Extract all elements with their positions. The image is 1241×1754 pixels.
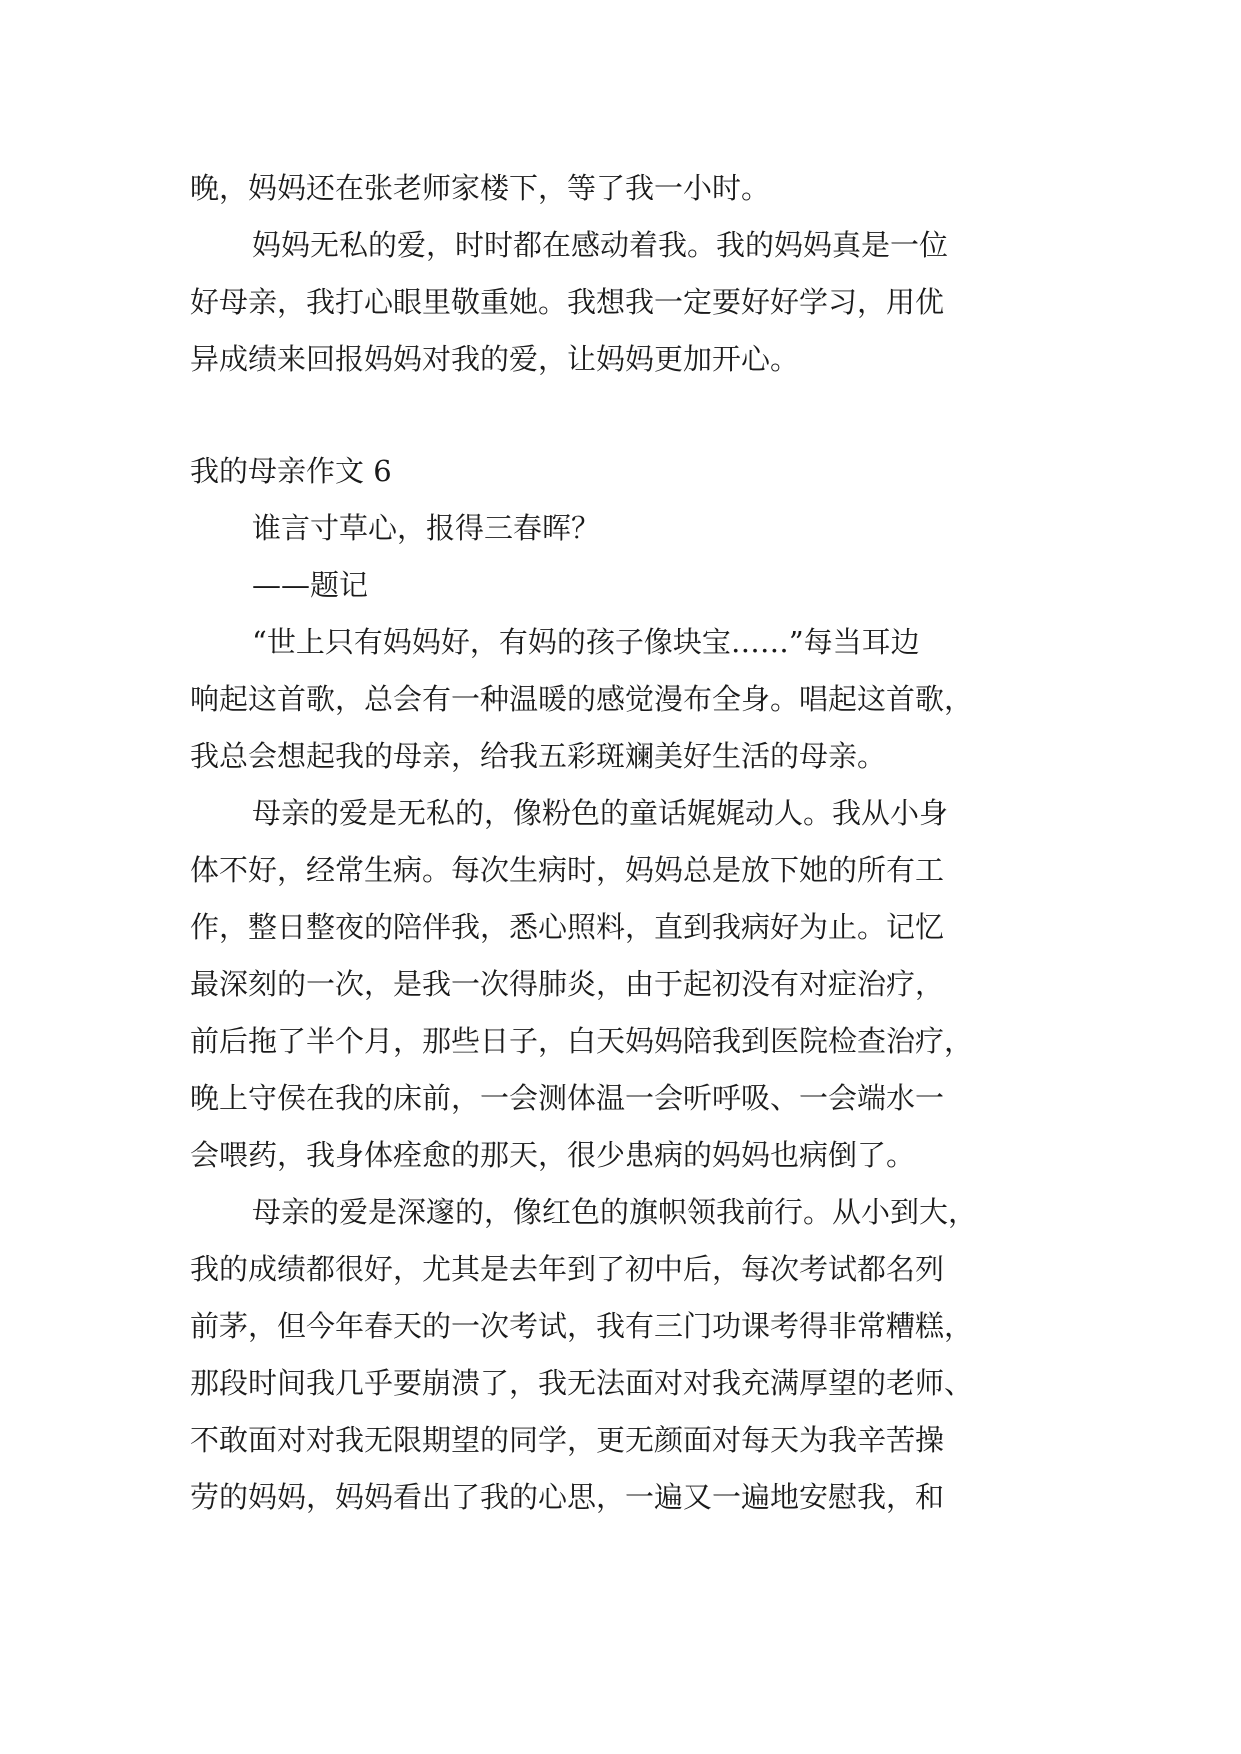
text-line: 母亲的爱是无私的，像粉色的童话娓娓动人。我从小身	[252, 796, 949, 830]
paragraph-1	[190, 614, 1050, 785]
document-page	[190, 160, 1050, 1526]
prev-paragraph-end	[190, 160, 1050, 217]
paragraph-2	[190, 785, 1050, 1184]
text-line: 响起这首歌，总会有一种温暖的感觉漫布全身。唱起这首歌，	[190, 682, 974, 716]
text-line: 好母亲，我打心眼里敬重她。我想我一定要好好学习，用优	[190, 285, 945, 319]
text-line: 母亲的爱是深邃的，像红色的旗帜领我前行。从小到大，	[252, 1195, 978, 1229]
text-line: 作，整日整夜的陪伴我，悉心照料，直到我病好为止。记忆	[190, 910, 945, 944]
epigraph: 谁言寸草心，报得三春晖？	[252, 511, 601, 545]
text-line: 妈妈无私的爱，时时都在感动着我。我的妈妈真是一位	[252, 228, 949, 262]
text-line: 那段时间我几乎要崩溃了，我无法面对对我充满厚望的老师、	[190, 1366, 974, 1400]
text-line: 晚上守侯在我的床前，一会测体温一会听呼吸、一会端水一	[190, 1081, 945, 1115]
text-line: 前后拖了半个月，那些日子，白天妈妈陪我到医院检查治疗，	[190, 1024, 974, 1058]
text-line: 异成绩来回报妈妈对我的爱，让妈妈更加开心。	[190, 342, 800, 376]
section-title: 我的母亲作文 6	[190, 454, 392, 488]
text-line: 我总会想起我的母亲，给我五彩斑斓美好生活的母亲。	[190, 739, 887, 773]
text-line: 会喂药，我身体痊愈的那天，很少患病的妈妈也病倒了。	[190, 1138, 916, 1172]
paragraph-3	[190, 1184, 1050, 1526]
section-gap	[190, 388, 1050, 443]
text-line: 劳的妈妈，妈妈看出了我的心思，一遍又一遍地安慰我，和	[190, 1480, 945, 1514]
text-line: 晚，妈妈还在张老师家楼下，等了我一小时。	[190, 171, 771, 205]
text-line: 最深刻的一次，是我一次得肺炎，由于起初没有对症治疗，	[190, 967, 945, 1001]
text-line: 前茅，但今年春天的一次考试，我有三门功课考得非常糟糕，	[190, 1309, 974, 1343]
text-line: “世上只有妈妈好，有妈的孩子像块宝……”每当耳边	[252, 625, 920, 659]
text-line: 不敢面对对我无限期望的同学，更无颜面对每天为我辛苦操	[190, 1423, 945, 1457]
prev-paragraph	[190, 217, 1050, 388]
text-line: 体不好，经常生病。每次生病时，妈妈总是放下她的所有工	[190, 853, 945, 887]
text-line: 我的成绩都很好，尤其是去年到了初中后，每次考试都名列	[190, 1252, 945, 1286]
epigraph-note: ——题记	[252, 568, 369, 602]
